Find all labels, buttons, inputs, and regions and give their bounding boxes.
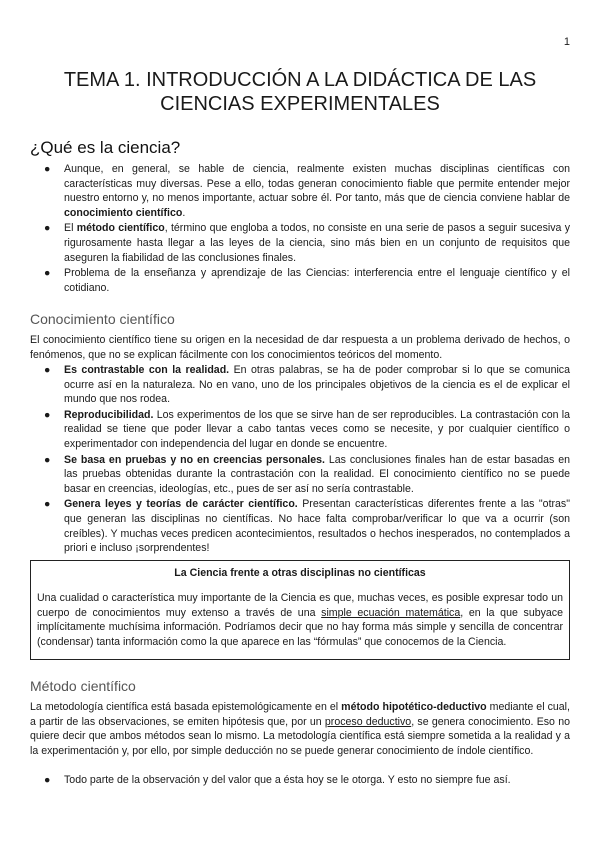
bullet-icon: ● [44,408,51,421]
list-item: ● Genera leyes y teorías de carácter científico. Presentan características diferentes frente a las "otras" que generan las disciplinas no científicas. No hace falta comprobar/verificar lo que va a ocurrir (son creíbles). Y muchas veces predicen acontecimientos, resultados o hechos inesperados, no contemplados a priori e incluso ¡sorprendentes! [44,498,570,555]
underlined-phrase: simple ecuación matemática [321,606,461,619]
section3-bullet-list [44,773,570,788]
metodo-paragraph: La metodología científica está basada epistemológicamente en el método hipotético-deductivo mediante el cual, a partir de las observaciones, se emiten hipótesis que, por un proceso deductivo, se genera conocimiento. Eso no quiere decir que ambos métodos sean lo mismo. La metodología científica está siempre sometida a la realidad y a la experimentación y, por ello, por simple deducción no se puede generar conocimiento de índole científico. [30,701,570,757]
heading-conocimiento-cientifico: Conocimiento científico [30,311,175,327]
list-item: ● Aunque, en general, se hable de ciencia, realmente existen muchas disciplinas científicas con características muy diversas. Pese a ello, todas generan conocimiento fiable que permite entender mejor nuestro entorno y, no menos importante, actuar sobre él. Por tanto, más que de ciencia conviene hablar de conocimiento científico. [44,163,570,219]
list-item: ● Problema de la enseñanza y aprendizaje de las Ciencias: interferencia entre el lenguaje científico y el cotidiano. [44,267,570,294]
bullet-icon: ● [44,222,51,235]
callout-title: La Ciencia frente a otras disciplinas no científicas [174,567,426,579]
list-item: ● Es contrastable con la realidad. En otras palabras, se ha de poder comprobar si lo que se comunica ocurre así en la naturaleza. No en vano, uno de los principales objetivos de la ciencia es el de explicar el mundo que nos rodea. [44,364,571,406]
bullet-icon: ● [44,498,51,511]
section2-bullet-list [44,363,571,556]
callout-box [30,560,570,660]
list-item: ● Todo parte de la observación y del valor que a ésta hoy se le otorga. Y esto no siempre fue así. [44,774,511,786]
page-number: 1 [563,36,570,48]
bullet-icon: ● [44,267,51,280]
document-title: TEMA 1. INTRODUCCIÓN A LA DIDÁCTICA DE LAS CIENCIAS EXPERIMENTALES [63,69,537,115]
bullet-icon: ● [44,163,51,175]
conocimiento-intro-paragraph: El conocimiento científico tiene su origen en la necesidad de dar respuesta a un problema derivado de hechos, o fenómenos, que no se explican fácilmente con los conocimientos teóricos del momento. [30,334,570,361]
bullet-icon: ● [44,364,51,376]
list-item: ● Se basa en pruebas y no en creencias personales. Las conclusiones finales han de estar basadas en las pruebas obtenidas durante la contrastación con la realidad. El conocimiento científico no se puede basar en creencias, ideologías, etc., pues de ser así no sería contrastable. [44,453,570,495]
callout-text: Una cualidad o característica muy importante de la Ciencia es que, muchas veces, es posible expresar todo un cuerpo de conocimientos muy extenso a través de una simple ecuación matemática, en la que subyace implícitamente muchísima información. Podríamos decir que no hay forma más simple y sencilla de concentrar (condensar) tanta información como la que aparece en las “fórmulas” que conocemos de la Ciencia. [37,592,563,648]
section1-bullet-list [44,162,570,295]
underlined-phrase: proceso deductivo [324,715,412,728]
heading-metodo-cientifico: Método científico [30,678,136,694]
bullet-icon: ● [44,774,51,786]
list-item: ● Reproducibilidad. Los experimentos de los que se sirve han de ser reproducibles. La contrastación con la realidad se tiene que poder llevar a cabo tantas veces como se necesite, y por cualquier científico o experimentador con independencia del lugar en donde se encuentre. [44,408,570,450]
heading-que-es-la-ciencia: ¿Qué es la ciencia? [30,138,181,157]
list-item: ● El método científico, término que engloba a todos, no consiste en una serie de pasos a seguir sucesiva y rigurosamente hasta llegar a las leyes de la ciencia, sino más bien en un conjunto de requisitos que aseguren la fiabilidad de las conclusiones finales. [44,222,570,264]
bullet-icon: ● [44,453,51,466]
